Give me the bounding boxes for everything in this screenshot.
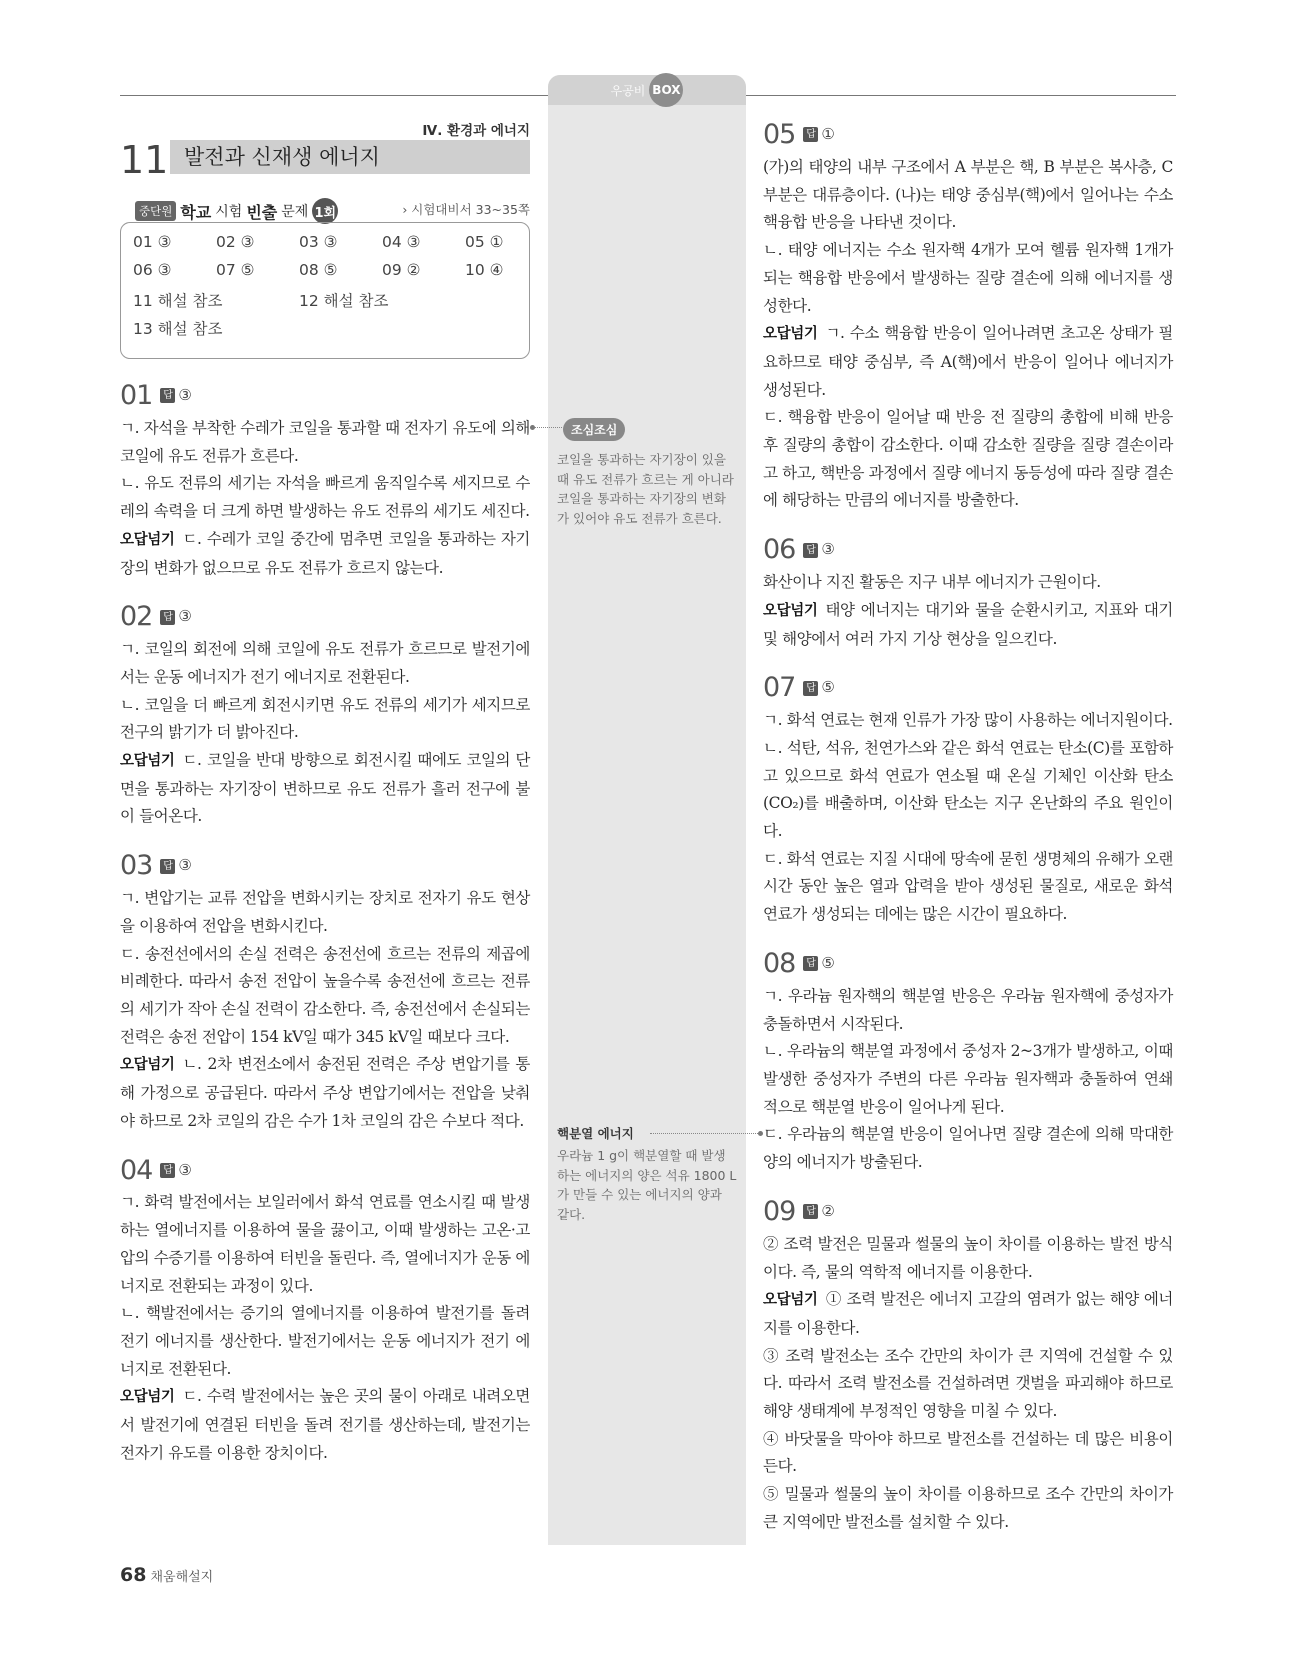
caution-tag: 조심조심 <box>563 418 625 441</box>
answer-icon: 답 <box>160 388 175 403</box>
freq-w2: 시험 <box>215 204 243 220</box>
question-number: 05 <box>763 119 796 151</box>
answer-cell: 03 ③ <box>299 233 338 251</box>
answer-mark <box>803 121 834 149</box>
left-column <box>120 377 530 1468</box>
frequent-problems-heading <box>135 198 338 224</box>
chapter-number: 11 <box>120 138 169 182</box>
answer-icon: 답 <box>160 859 175 874</box>
odap-label: 오답넘기 <box>120 1057 175 1074</box>
question-header <box>763 116 1173 154</box>
explanation-line: ㄴ. 석탄, 석유, 천연가스와 같은 화석 연료는 탄소(C)를 포함하고 있으므로 화석 연료가 연소될 때 온실 기체인 이산화 탄소(CO₂)를 배출하며, 이산화 탄소는 지구 온난화의 주요 원인이다. <box>763 738 1173 841</box>
answer-icon: 답 <box>803 1204 818 1219</box>
explanation-line: ㄱ. 변압기는 교류 전압을 변화시키는 장치로 전자기 유도 현상을 이용하여 전압을 변화시킨다. <box>120 889 530 935</box>
answer-icon: 답 <box>160 610 175 625</box>
answer-mark <box>160 852 191 880</box>
question-header <box>763 531 1173 569</box>
explanation-line: ④ 바닷물을 막아야 하므로 발전소를 건설하는 데 많은 비용이 든다. <box>763 1429 1173 1476</box>
explanation-line: ㄴ. 우라늄의 핵분열 과정에서 중성자 2~3개가 발생하고, 이때 발생한 중성자가 주변의 다른 우라늄 원자핵과 충돌하여 연쇄적으로 핵분열 반응이 일어나게 된다. <box>763 1042 1173 1116</box>
answer-value: ③ <box>178 856 192 875</box>
answer-cell: 08 ⑤ <box>299 261 338 279</box>
explanation-line: ③ 조력 발전소는 조수 간만의 차이가 큰 지역에 건설할 수 있다. 따라서 조력 발전소를 건설하려면 갯벌을 파괴해야 하므로 해양 생태계에 부정적인 영향을 미칠 수 있다. <box>763 1346 1173 1421</box>
sidebar-box <box>548 75 746 1545</box>
answer-mark <box>803 950 834 978</box>
explanation-line: ㄴ. 코일을 더 빠르게 회전시키면 유도 전류의 세기가 세지므로 전구의 밝기가 더 밝아진다. <box>120 695 530 742</box>
page-number: 68 <box>120 1564 147 1586</box>
explanation-line: (가)의 태양의 내부 구조에서 A 부분은 핵, B 부분은 복사층, C 부분은 대류층이다. (나)는 태양 중심부(핵)에서 일어나는 수소 핵융합 반응을 나타낸 것이다. <box>763 158 1173 232</box>
answer-key-box <box>120 222 530 359</box>
answer-value: ③ <box>178 386 192 405</box>
answer-cell: 10 ④ <box>465 261 504 279</box>
explanation-line: ㄷ. 송전선에서의 손실 전력은 송전선에 흐르는 전류의 제곱에 비례한다. 따라서 송전 전압이 높을수록 송전선에 흐르는 전류의 세기가 작아 손실 전력이 감소한다. 즉, 송전선에서 손실되는 전력은 송전 전압이 154 kV일 때가 345 kV일 때보다 크다. <box>120 944 530 1046</box>
odap-label: 오답넘기 <box>763 326 818 343</box>
answer-mark <box>803 674 834 702</box>
question-header <box>120 377 530 415</box>
explanation-line: ㄷ. 우라늄의 핵분열 반응이 일어나면 질량 결손에 의해 막대한 양의 에너지가 방출된다. <box>763 1125 1173 1172</box>
explanation-line: ㄴ. 핵발전에서는 증기의 열에너지를 이용하여 발전기를 돌려 전기 에너지를 생산한다. 발전기에서는 운동 에너지가 전기 에너지로 전환된다. <box>120 1304 530 1378</box>
wrong-answer-note <box>763 597 1173 653</box>
question-number: 01 <box>120 380 153 412</box>
question-number: 06 <box>763 534 796 566</box>
question-number: 08 <box>763 948 796 980</box>
odap-label: 오답넘기 <box>120 1389 175 1406</box>
explanation-line: ⑤ 밀물과 썰물의 높이 차이를 이용하므로 조수 간만의 차이가 큰 지역에만 발전소를 설치할 수 있다. <box>763 1485 1173 1531</box>
footer-title: 채움해설지 <box>150 1570 214 1585</box>
freq-round-badge: 1회 <box>312 198 338 224</box>
explanation-line: ㄱ. 화력 발전에서는 보일러에서 화석 연료를 연소시킬 때 발생하는 열에너지를 이용하여 물을 끓이고, 이때 발생하는 고온·고압의 수증기를 이용하여 터빈을 돌린다. 즉, 열에너지가 운동 에너지로 전환되는 과정이 있다. <box>120 1193 530 1295</box>
question-header <box>120 1151 530 1189</box>
answer-icon: 답 <box>160 1163 175 1178</box>
explanation-line: ㄱ. 자석을 부착한 수레가 코일을 통과할 때 전자기 유도에 의해 코일에 유도 전류가 흐른다. <box>120 419 530 465</box>
right-column <box>763 116 1173 1537</box>
answer-value: ③ <box>821 540 835 559</box>
answer-mark <box>803 536 834 564</box>
odap-label: 오답넘기 <box>120 753 175 770</box>
explanation-line: ㄷ. 핵융합 반응이 일어날 때 반응 전 질량의 총합에 비해 반응 후 질량의 총합이 감소한다. 이때 감소한 질량을 질량 결손이라고 하고, 핵반응 과정에서 질량 에너지 동등성에 따라 질량 결손에 해당하는 만큼의 에너지를 방출한다. <box>763 408 1173 510</box>
question-header <box>763 669 1173 707</box>
odap-label: 오답넘기 <box>763 602 818 619</box>
page-footer <box>120 1564 213 1586</box>
wrong-answer-note <box>120 1383 530 1467</box>
explanation-line: ② 조력 발전은 밀물과 썰물의 높이 차이를 이용하는 발전 방식이다. 즉, 물의 역학적 에너지를 이용한다. <box>763 1234 1173 1281</box>
connector-dot <box>758 1131 763 1136</box>
answer-cell: 09 ② <box>382 261 421 279</box>
answer-value: ③ <box>178 1160 192 1179</box>
connector-dot <box>530 425 535 430</box>
explanation-line: ㄷ. 화석 연료는 지질 시대에 땅속에 묻힌 생명체의 유해가 오랜 시간 동안 높은 열과 압력을 받아 생성된 물질로, 새로운 화석 연료가 생성되는 데에는 많은 시간이 필요하다. <box>763 849 1173 924</box>
odap-label: 오답넘기 <box>763 1292 818 1309</box>
answer-value: ① <box>821 125 835 144</box>
question-header <box>120 598 530 636</box>
question-number: 04 <box>120 1154 153 1186</box>
freq-w4: 문제 <box>281 204 309 220</box>
answer-cell: 06 ③ <box>133 261 172 279</box>
answer-value: ⑤ <box>821 678 835 697</box>
connector-line <box>650 1133 760 1134</box>
odap-text: ㄷ. 수레가 코일 중간에 멈추면 코일을 통과하는 자기장의 변화가 없으므로 유도 전류가 흐르지 않는다. <box>120 529 530 577</box>
answer-mark <box>803 1198 834 1226</box>
answer-cell: 02 ③ <box>216 233 255 251</box>
answer-cell: 05 ① <box>465 233 504 251</box>
answer-icon: 답 <box>803 543 818 558</box>
answer-cell: 11 해설 참조 <box>133 292 223 310</box>
odap-text: 태양 에너지는 대기와 물을 순환시키고, 지표와 대기 및 해양에서 여러 가지 기상 현상을 일으킨다. <box>763 600 1173 648</box>
question-number: 09 <box>763 1195 796 1227</box>
explanation-line: ㄱ. 화석 연료는 현재 인류가 가장 많이 사용하는 에너지원이다. <box>763 711 1173 730</box>
question-number: 03 <box>120 850 153 882</box>
box-tab <box>548 75 746 105</box>
section-label: Ⅳ. 환경과 에너지 <box>422 123 530 139</box>
wrong-answer-note <box>120 1051 530 1135</box>
fission-energy-note: 우라늄 1 g이 핵분열할 때 발생하는 에너지의 양은 석유 1800 L가 만들 수 있는 에너지의 양과 같다. <box>557 1148 737 1222</box>
answer-mark <box>160 382 191 410</box>
wrong-answer-note <box>120 526 530 582</box>
answer-value: ⑤ <box>821 954 835 973</box>
odap-text: ㄷ. 수력 발전에서는 높은 곳의 물이 아래로 내려오면서 발전기에 연결된 터빈을 돌려 전기를 생산하는데, 발전기는 전자기 유도를 이용한 장치이다. <box>120 1387 530 1462</box>
question-header <box>763 1193 1173 1231</box>
odap-label: 오답넘기 <box>120 531 175 548</box>
question-number: 07 <box>763 672 796 704</box>
question-header <box>120 847 530 885</box>
question-number: 02 <box>120 601 153 633</box>
freq-w3: 빈출 <box>246 202 278 222</box>
answer-icon: 답 <box>803 956 818 971</box>
answer-icon: 답 <box>803 681 818 696</box>
odap-text: ㄴ. 2차 변전소에서 송전된 전력은 주상 변압기를 통해 가정으로 공급된다. 따라서 주상 변압기에서는 전압을 낮춰야 하므로 2차 코일의 감은 수가 1차 코일의 감은 수보다 적다. <box>120 1055 530 1130</box>
freq-w1: 학교 <box>180 202 212 222</box>
wrong-answer-note <box>120 747 530 831</box>
explanation-line: ㄴ. 유도 전류의 세기는 자석을 빠르게 움직일수록 세지므로 수레의 속력을 더 크게 하면 발생하는 유도 전류의 세기도 세진다. <box>120 474 530 521</box>
box-tab-word: 우공비 <box>610 83 646 98</box>
answer-mark <box>160 1157 191 1185</box>
wrong-answer-note <box>763 1286 1173 1342</box>
explanation-line: 화산이나 지진 활동은 지구 내부 에너지가 근원이다. <box>763 573 1101 592</box>
wrong-answer-note <box>763 320 1173 404</box>
explanation-line: ㄴ. 태양 에너지는 수소 원자핵 4개가 모여 헬륨 원자핵 1개가 되는 핵융합 반응에서 발생하는 질량 결손에 의해 에너지를 생성한다. <box>763 241 1173 315</box>
freq-tag: 중단원 <box>135 201 176 221</box>
answer-cell: 07 ⑤ <box>216 261 255 279</box>
box-tab-label: BOX <box>649 73 683 107</box>
answer-cell: 01 ③ <box>133 233 172 251</box>
chapter-title: 발전과 신재생 에너지 <box>170 140 530 174</box>
answer-cell: 12 해설 참조 <box>299 292 389 310</box>
answer-value: ② <box>821 1201 835 1220</box>
answer-mark <box>160 603 191 631</box>
caution-note: 코일을 통과하는 자기장이 있을 때 유도 전류가 흐르는 게 아니라 코일을 통과하는 자기장의 변화가 있어야 유도 전류가 흐른다. <box>557 452 734 526</box>
odap-text: ㄱ. 수소 핵융합 반응이 일어나려면 초고온 상태가 필요하므로 태양 중심부, 즉 A(핵)에서 반응이 일어나 에너지가 생성된다. <box>763 324 1173 399</box>
answer-value: ③ <box>178 607 192 626</box>
odap-text: ① 조력 발전은 에너지 고갈의 염려가 없는 해양 에너지를 이용한다. <box>763 1290 1173 1337</box>
explanation-line: ㄱ. 코일의 회전에 의해 코일에 유도 전류가 흐르므로 발전기에서는 운동 에너지가 전기 에너지로 전환된다. <box>120 640 530 686</box>
question-header <box>763 945 1173 983</box>
answer-cell: 04 ③ <box>382 233 421 251</box>
answer-icon: 답 <box>803 127 818 142</box>
connector-line <box>532 427 562 428</box>
odap-text: ㄷ. 코일을 반대 방향으로 회전시킬 때에도 코일의 단면을 통과하는 자기장이 변하므로 유도 전류가 흘러 전구에 불이 들어온다. <box>120 751 530 826</box>
explanation-line: ㄱ. 우라늄 원자핵의 핵분열 반응은 우라늄 원자핵에 중성자가 충돌하면서 시작된다. <box>763 986 1173 1033</box>
fission-energy-heading: 핵분열 에너지 <box>557 1126 634 1141</box>
freq-reference: › 시험대비서 33~35쪽 <box>402 202 530 217</box>
answer-cell: 13 해설 참조 <box>133 320 223 338</box>
